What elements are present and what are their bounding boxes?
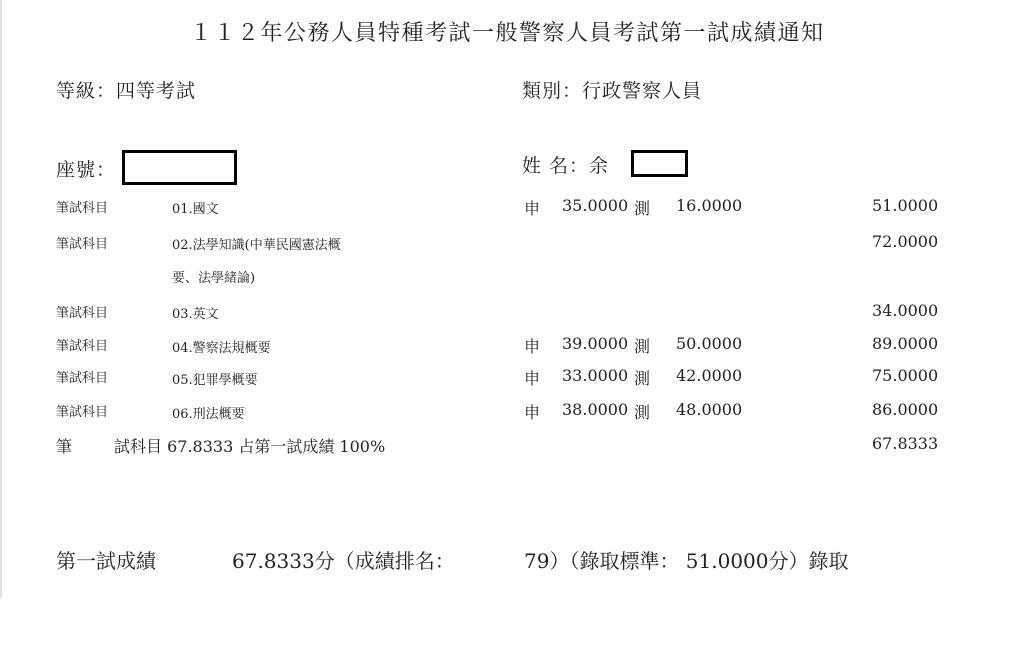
subject-name: 04.警察法規概要 [172, 341, 271, 356]
subject-total: 51.0000 [872, 196, 939, 215]
result-rank: 79）（錄取標準： 51.0000分）錄取 [524, 549, 849, 573]
subject-total: 34.0000 [872, 301, 939, 320]
shen-score: 38.0000 [562, 400, 629, 419]
ce-mark: 測 [634, 369, 651, 388]
page-edge [0, 0, 2, 598]
subject-name: 05.犯罪學概要 [172, 373, 258, 388]
ce-mark: 測 [634, 337, 651, 356]
result-score: 67.8333分（成績排名： [232, 549, 455, 573]
seat-number-redaction [122, 150, 237, 185]
subject-total: 72.0000 [872, 232, 939, 251]
ce-mark: 測 [634, 403, 651, 422]
document-title: １１２年公務人員特種考試一般警察人員考試第一試成績通知 [190, 21, 825, 46]
grade-field: 等級：四等考試 [56, 80, 197, 102]
subject-total: 86.0000 [872, 400, 939, 419]
shen-mark: 申 [524, 199, 541, 218]
shen-mark: 申 [524, 337, 541, 356]
subject-name: 02.法學知識(中華民國憲法概 [172, 238, 341, 253]
subject-name-cont: 要、法學緒論) [172, 271, 256, 286]
subject-name: 03.英文 [172, 307, 219, 322]
subject-name: 01.國文 [172, 202, 219, 217]
ce-score: 48.0000 [676, 400, 743, 419]
category-field: 類別：行政警察人員 [522, 80, 703, 102]
shen-score: 39.0000 [562, 334, 629, 353]
subject-total: 75.0000 [872, 366, 939, 385]
subject-type: 筆試科目 [56, 339, 109, 354]
seat-label: 座號： [56, 159, 117, 181]
subject-total: 89.0000 [872, 334, 939, 353]
shen-score: 35.0000 [562, 196, 629, 215]
shen-mark: 申 [524, 403, 541, 422]
shen-score: 33.0000 [562, 366, 629, 385]
summary-label-a: 筆 [56, 437, 73, 456]
subject-name: 06.刑法概要 [172, 407, 245, 422]
subject-type: 筆試科目 [56, 237, 109, 252]
ce-score: 42.0000 [676, 366, 743, 385]
summary-label-b: 試科目 67.8333 占第一試成績 100% [114, 437, 386, 456]
subject-type: 筆試科目 [56, 371, 109, 386]
subject-type: 筆試科目 [56, 201, 109, 216]
ce-mark: 測 [634, 199, 651, 218]
summary-total: 67.8333 [872, 434, 939, 453]
name-label: 姓 名：余 [522, 155, 610, 177]
result-label: 第一試成績 [56, 549, 156, 573]
ce-score: 16.0000 [676, 196, 743, 215]
subject-type: 筆試科目 [56, 405, 109, 420]
subject-type: 筆試科目 [56, 306, 109, 321]
ce-score: 50.0000 [676, 334, 743, 353]
shen-mark: 申 [524, 369, 541, 388]
name-redaction [631, 150, 688, 177]
